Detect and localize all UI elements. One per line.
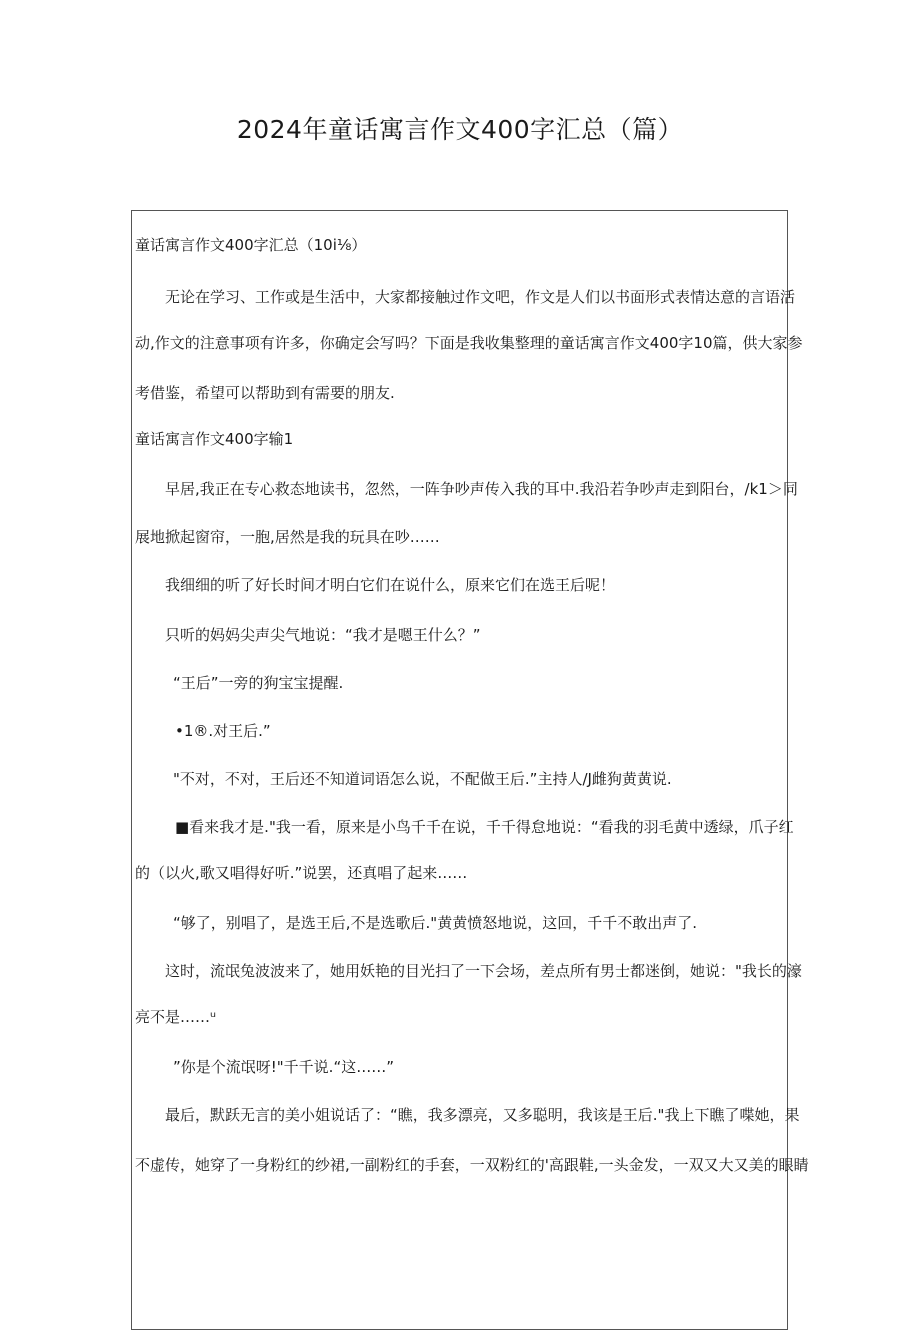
body-line-15: 不虚传，她穿了一身粉红的纱裙,一副粉红的手套，一双粉红的'高跟鞋,一头金发，一双又大又美的眼睛	[135, 1156, 809, 1174]
body-line-10: “够了，别唱了，是选王后,不是选歌后."黄黄愤怒地说，这回，千千不敢出声了.	[173, 914, 697, 932]
document-title: 2024年童话寓言作文400字汇总（篇）	[236, 115, 684, 144]
body-line-3: 我细细的听了好长时间才明白它们在说什么，原来它们在选王后呢！	[165, 576, 616, 594]
body-line-12: 亮不是……ᵘ	[135, 1008, 217, 1026]
body-line-7: "不对，不对，王后还不知道词语怎么说，不配做王后.”主持人/J雌狗黄黄说.	[173, 770, 672, 788]
body-line-1: 早居,我正在专心救态地读书，忽然，一阵争吵声传入我的耳中.我沿若争吵声走到阳台，/k1＞同	[165, 480, 798, 498]
body-line-2: 展地掀起窗帘，一胞,居然是我的玩具在吵……	[135, 528, 440, 546]
section-heading: 童话寓言作文400字汇总（10i⅛）	[135, 236, 367, 254]
body-line-13: ”你是个流氓呀!"千千说.“这……”	[173, 1058, 394, 1076]
body-line-4: 只听的妈妈尖声尖气地说：“我才是嗯王什么？”	[165, 626, 481, 644]
body-line-14: 最后，默跃无言的美小姐说话了：“瞧，我多漂亮，又多聪明，我该是王后."我上下瞧了喋她，果	[165, 1106, 800, 1124]
body-line-6: •1®.对王后.”	[175, 722, 271, 740]
body-line-9: 的（以火,歌又唱得好听.”说罢，还真唱了起来……	[135, 864, 468, 882]
intro-line-2: 动,作文的注意事项有许多，你确定会写吗？下面是我收集整理的童话寓言作文400字10篇，供大家参	[135, 334, 803, 352]
body-line-8: ■看来我才是."我一看，原来是小鸟千千在说，千千得怠地说：“看我的羽毛黄中透绿，爪子红	[175, 818, 794, 836]
content-frame	[131, 210, 809, 1330]
body-line-5: “王后”一旁的狗宝宝提醒.	[173, 674, 344, 692]
body-line-11: 这时，流氓兔波波来了，她用妖艳的目光扫了一下会场，差点所有男士都迷倒，她说："我长的濠	[165, 962, 802, 980]
intro-line-3: 考借鉴，希望可以帮助到有需要的朋友.	[135, 384, 395, 402]
intro-line-1: 无论在学习、工作或是生活中，大家都接触过作文吧，作文是人们以书面形式表情达意的言语活	[165, 288, 796, 306]
story-subheading: 童话寓言作文400字输1	[135, 430, 294, 448]
